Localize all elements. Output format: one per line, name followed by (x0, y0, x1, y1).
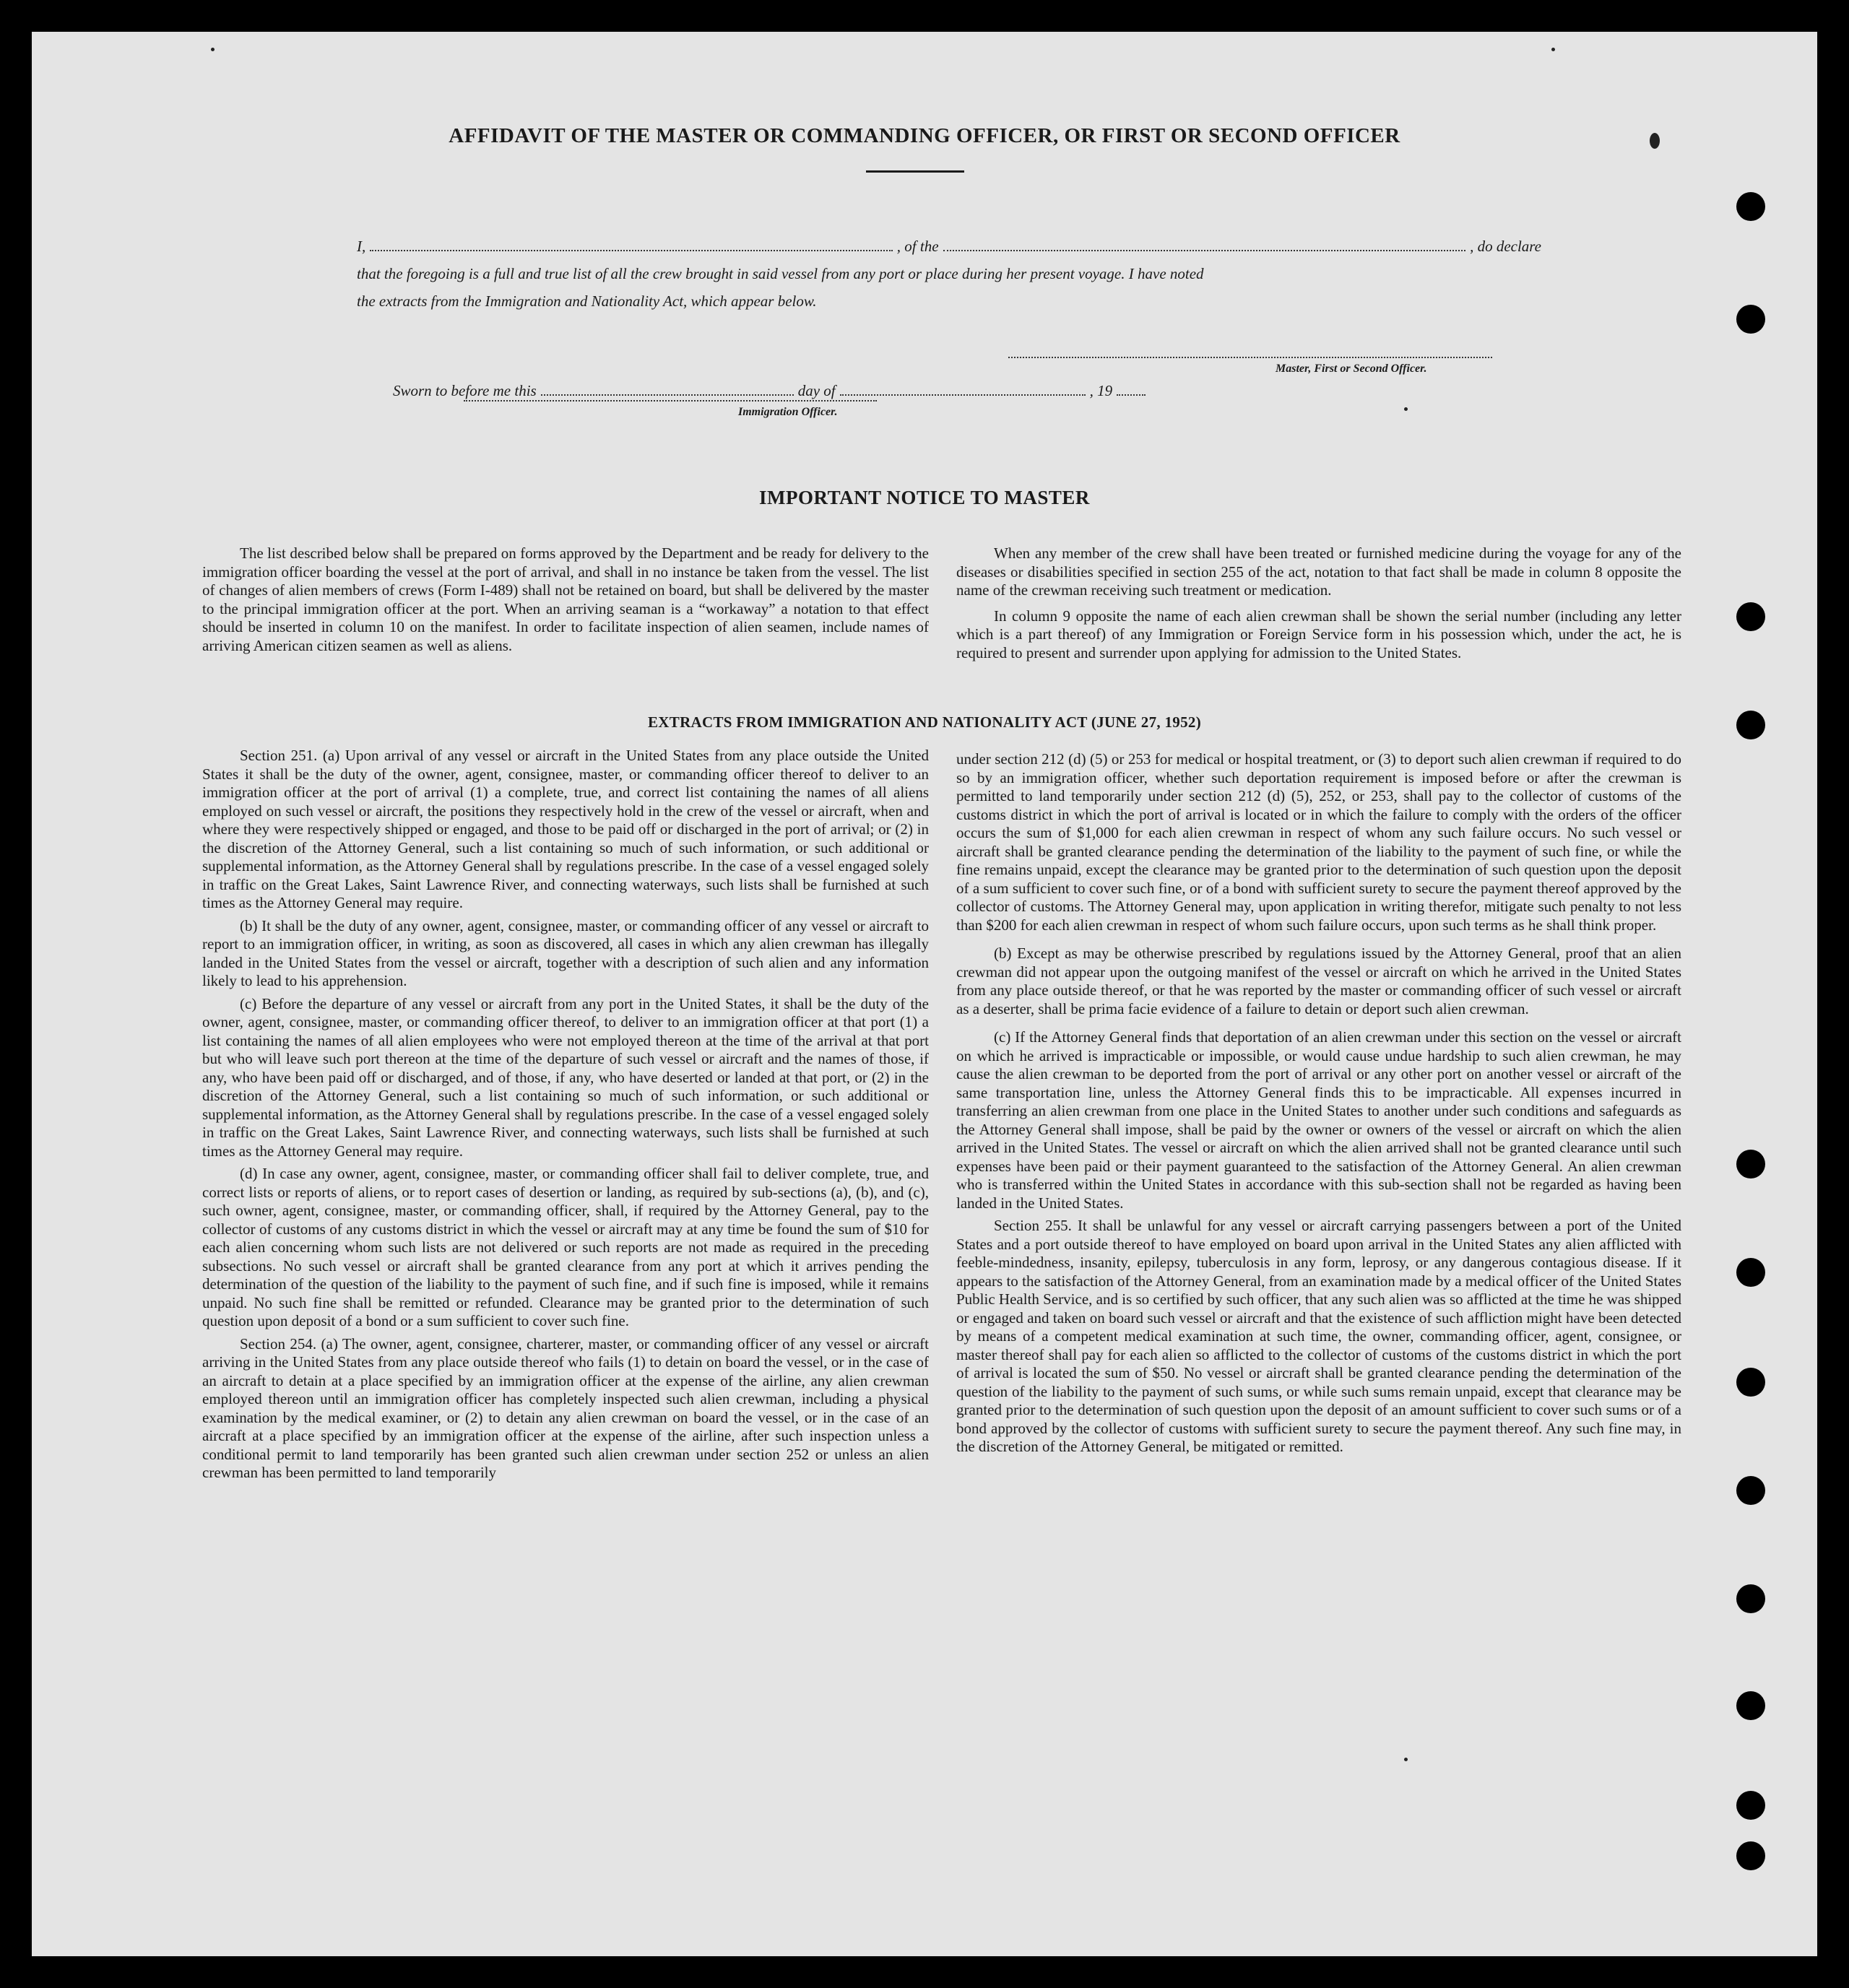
year-prefix: , 19 (1089, 382, 1113, 399)
do-declare-text: , do declare (1470, 238, 1542, 255)
binder-hole (1736, 711, 1765, 739)
declaration-line-1 (357, 233, 1541, 260)
scan-speck (211, 48, 215, 51)
binder-hole (1736, 305, 1765, 334)
binder-hole (1736, 602, 1765, 631)
extract-paragraph: (c) Before the departure of any vessel or aircraft from any port in the United States, it shall be the duty of the owner, agent, consignee, master, or commanding officer thereof, to deliver to an immigration officer at that port (1) a list containing the names of all alien employees who were not employed thereon at the time of the arrival at that port but who will leave such port thereon at the time of the departure of such vessel or aircraft and the names of those, if any, who have been paid off or discharged, and of those, if any, who have deserted or landed at that port, or (2) in the discretion of the Attorney General, such a list containing so much of such information, or such additional or supplemental information, as the Attorney General shall by regulations prescribe. In the case of a vessel engaged solely in traffic on the Great Lakes, Saint Lawrence River, and connecting waterways, such lists shall be furnished at such times as the Attorney General may require. (202, 994, 929, 1160)
immigration-officer-caption: Immigration Officer. (738, 406, 838, 418)
scan-speck (1404, 407, 1408, 411)
scan-speck (1551, 48, 1555, 51)
title-underline (866, 170, 964, 173)
extracts-right-column (956, 750, 1681, 1461)
sworn-day-field[interactable] (541, 381, 794, 396)
of-the-text: , of the (896, 238, 939, 255)
sworn-prefix: Sworn to before me this (393, 382, 537, 399)
declaration-line-3: the extracts from the Immigration and Nationality Act, which appear below. (357, 292, 817, 310)
declaration-block (357, 233, 1541, 315)
binder-hole (1736, 1584, 1765, 1613)
binder-hole (1736, 1476, 1765, 1505)
binder-hole (1736, 1841, 1765, 1870)
scan-speck (1650, 133, 1660, 149)
binder-hole (1736, 192, 1765, 221)
form-page (32, 32, 1817, 1956)
notice-right-column (956, 544, 1681, 667)
sworn-year-field[interactable] (1117, 381, 1146, 396)
extracts-heading: EXTRACTS FROM IMMIGRATION AND NATIONALITY ACT (JUNE 27, 1952) (648, 713, 1201, 731)
extracts-left-column (202, 747, 929, 1487)
vessel-name-field[interactable] (943, 237, 1466, 251)
affidavit-title: AFFIDAVIT OF THE MASTER OR COMMANDING OFFICER, OR FIRST OR SECOND OFFICER (449, 124, 1400, 147)
notice-left-column (202, 544, 929, 659)
master-signature-field[interactable] (1008, 357, 1492, 358)
notice-paragraph: When any member of the crew shall have been treated or furnished medicine during the voyage for any of the diseases or disabilities specified in section 255 of the act, notation to that fact shall be made in column 8 opposite the name of the crewman receiving such treatment or medication. (956, 544, 1681, 599)
day-of-text: day of (797, 382, 836, 399)
extract-paragraph: Section 254. (a) The owner, agent, consignee, charterer, master, or commanding officer of any vessel or aircraft arriving in the United States from any place outside thereof who fails (1) to detain on board the vessel, or in the case of an aircraft to detain at a place specified by an immigration officer at the expense of the airline, any alien crewman employed thereon until an immigration officer has completely inspected such alien crewman, including a physical examination by the medical examiner, or (2) to detain any alien crewman on board the vessel, or in the case of an aircraft at a place specified by an immigration officer at the expense of the airline, after such inspection unless a conditional permit to land temporarily has been granted such alien crewman under section 252 or unless an alien crewman has been permitted to land temporarily (202, 1334, 929, 1481)
extract-paragraph: (c) If the Attorney General finds that deportation of an alien crewman under this section on the vessel or aircraft on which he arrived is impracticable or impossible, or would cause undue hardship to such alien crewman, he may cause the alien crewman to be deported from the port of arrival or any other port on another vessel or aircraft of the same transportation line, unless the Attorney General finds this to be impracticable. All expenses incurred in transferring an alien crewman from one place in the United States to another under such conditions and safeguards as the Attorney General shall impose, shall be paid by the owner or owners of the vessel or aircraft on which the alien arrived in the United States. The vessel or aircraft on which the alien arrived shall not be granted clearance until such expenses have been paid or their payment guaranteed to the satisfaction of the Attorney General. An alien crewman who is transferred within the United States in accordance with this sub-section shall not be regarded as having been landed in the United States. (956, 1028, 1681, 1212)
sworn-month-field[interactable] (840, 381, 1086, 396)
extract-paragraph: (b) Except as may be otherwise prescribed by regulations issued by the Attorney General, proof that an alien crewman did not appear upon the outgoing manifest of the vessel or aircraft on which he arrived in the United States from any place outside thereof, or that he was reported by the master or commanding officer of such vessel or aircraft as a deserter, shall be prima facie evidence of a failure to detain or deport such alien crewman. (956, 945, 1681, 1017)
extract-paragraph: under section 212 (d) (5) or 253 for medical or hospital treatment, or (3) to deport such alien crewman if required to do so by an immigration officer, whether such deportation requirement is imposed before or after the crewman is permitted to land temporarily under section 212 (d) (5), 252, or 253, shall pay to the collector of customs of the customs district in which the port of arrival is located or in which the failure to comply with the orders of the officer occurs the sum of $1,000 for each alien crewman in respect of whom any such failure occurs. No such vessel or aircraft shall be granted clearance pending the determination of the liability to the payment of such fine, or while the fine remains unpaid, except the clearance may be granted prior to the determination of such question upon the deposit of a sum sufficient to cover such fine, or of a bond with sufficient surety to secure the payment thereof approved by the collector of customs. The Attorney General may, upon application in writing therefor, mitigate such penalty to not less than $200 for each alien crewman in respect of whom such failure occurs, upon such terms as he shall think proper. (956, 750, 1681, 934)
master-signature-caption: Master, First or Second Officer. (1276, 363, 1427, 375)
declaration-line-2: that the foregoing is a full and true list of all the crew brought in said vessel from any port or place during her present voyage. I have noted (357, 265, 1204, 282)
binder-hole (1736, 1258, 1765, 1287)
declarant-prefix: I, (357, 238, 366, 255)
extract-paragraph: (d) In case any owner, agent, consignee, master, or commanding officer shall fail to deliver complete, true, and correct lists or reports of aliens, or to report cases of desertion or landing, as required by sub-sections (a), (b), and (c), such owner, agent, consignee, master, or commanding officer, shall, if required by the Attorney General, pay to the collector of customs of any customs district in which the vessel or aircraft may at any time be found the sum of $10 for each alien concerning whom such lists are not delivered or such reports are not made as required in the preceding subsections. No such vessel or aircraft shall be granted clearance from any port at which it arrives pending the determination of the question of the liability to the payment of such fine, and if such fine is imposed, while it remains unpaid. No such fine shall be remitted or refunded. Clearance may be granted prior to the determination of such question upon deposit of a bond or a sum sufficient to cover such fine. (202, 1165, 929, 1329)
binder-hole (1736, 1368, 1765, 1397)
notice-paragraph: In column 9 opposite the name of each alien crewman shall be shown the serial number (including any letter which is a part thereof) of any Immigration or Foreign Service form in his possession which, under the act, he is required to present and surrender upon applying for admission to the United States. (956, 607, 1681, 661)
notice-heading: IMPORTANT NOTICE TO MASTER (759, 487, 1090, 508)
immigration-officer-signature-field[interactable] (464, 400, 877, 401)
binder-hole (1736, 1691, 1765, 1720)
scan-speck (1404, 1758, 1408, 1761)
extract-paragraph: (b) It shall be the duty of any owner, agent, consignee, master, or commanding officer of any vessel or aircraft to report to an immigration officer, in writing, as soon as discovered, all cases in which any alien crewman has illegally landed in the United States from the vessel or aircraft, together with a description of such alien and any information likely to lead to his apprehension. (202, 916, 929, 989)
extract-paragraph: Section 255. It shall be unlawful for any vessel or aircraft carrying passengers between a port of the United States and a port outside thereof to have employed on board upon arrival in the United States any alien afflicted with feeble-mindedness, insanity, epilepsy, tuberculosis in any form, leprosy, or any dangerous contagious disease. If it appears to the satisfaction of the Attorney General, from an examination made by a medical officer of the United States Public Health Service, and is so certified by such officer, that any such alien was so afflicted at the time he was shipped or engaged and taken on board such vessel or aircraft and that the existence of such affliction might have been detected by means of a competent medical examination at such time, the owner, commanding officer, agent, consignee, or master thereof shall pay for each alien so afflicted to the collector of customs of the customs district in which the port of arrival is located the sum of $50. No vessel or aircraft shall be granted clearance pending the determination of the question of the liability to the payment of such sums, or while such sums remain unpaid, except that clearance may be granted prior to the determination of such question upon the deposit of an amount sufficient to cover such sums or of a bond approved by the collector of customs with sufficient surety to secure the payment thereof. Any such fine may, in the discretion of the Attorney General, be mitigated or remitted. (956, 1217, 1681, 1455)
extract-paragraph: Section 251. (a) Upon arrival of any vessel or aircraft in the United States from any place outside the United States it shall be the duty of the owner, agent, consignee, master, or commanding officer thereof to deliver to an immigration officer at the port of arrival (1) a complete, true, and correct list containing the names of all aliens employed on such vessel or aircraft, the positions they respectively hold in the crew of the vessel or aircraft, when and where they were respectively shipped or engaged, and those to be paid off or discharged in the port of arrival; or (2) in the discretion of the Attorney General, such a list containing so much of such information, or such additional or supplemental information, as the Attorney General shall by regulations prescribe. In the case of a vessel engaged solely in traffic on the Great Lakes, Saint Lawrence River, and connecting waterways, such lists shall be furnished at such times as the Attorney General may require. (202, 747, 929, 911)
notice-paragraph: The list described below shall be prepared on forms approved by the Department and be ready for delivery to the immigration officer boarding the vessel at the port of arrival, and shall in no instance be taken from the vessel. The list of changes of alien members of crews (Form I-489) shall not be retained on board, but shall be delivered by the master to the principal immigration officer at the port. When an arriving seaman is a “workaway” a notation to that effect should be inserted in column 10 on the manifest. In order to facilitate inspection of alien seamen, include names of arriving American citizen seamen as well as aliens. (202, 544, 929, 654)
binder-hole (1736, 1791, 1765, 1820)
binder-hole (1736, 1150, 1765, 1179)
declarant-name-field[interactable] (370, 237, 893, 251)
